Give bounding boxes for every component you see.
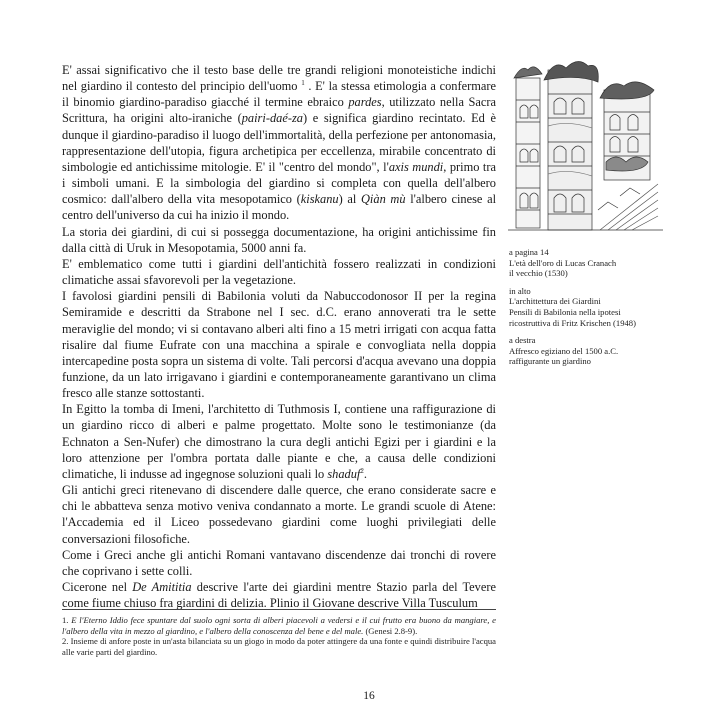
caption-cranach: a pagina 14 L'età dell'oro di Lucas Cranach il vecchio (1530)	[509, 247, 617, 279]
term-kiskanu: kiskanu	[300, 192, 339, 207]
paragraph-romans: Come i Greci anche gli antichi Romani vantavano discendenze dai tronchi di rovere che coprivano i sette colli.	[62, 547, 496, 578]
figure-captions	[509, 247, 669, 374]
main-text-column	[62, 62, 496, 611]
term-pardes: pardes	[348, 95, 382, 110]
footnote-divider	[62, 609, 496, 610]
term-axis-mundi: axis mundi	[388, 159, 444, 174]
term-pairi-daeza: pairi-daé-za	[241, 111, 303, 126]
title-de-amititia: De Amititia	[132, 580, 192, 594]
paragraph-uruk: La storia dei giardini, di cui si possegga documentazione, ha origini antichissime fin dalla città di Uruk in Mesopotamia, 5000 anni fa.	[62, 224, 496, 255]
caption-egyptian-fresco: a destra Affresco egiziano del 1500 a.C. raffigurante un giardino	[509, 335, 619, 367]
term-qian-mu: Qiàn mù	[360, 192, 406, 207]
paragraph-climate: E' emblematico come tutti i giardini dell'antichità fossero realizzati in condizioni climatiche assai sfavorevoli per la vegetazione.	[62, 256, 496, 288]
footnote-1: 1. E l'Eterno Iddio fece spuntare dal suolo ogni sorta di alberi piacevoli a vedersi e il cui frutto era buono da mangiare, e l'albero della vita in mezzo al giardino, e l'albero della conoscenza del bene e del male. (Genesi 2.8-9).	[62, 615, 496, 636]
caption-babylon-gardens: in alto L'archittettura dei Giardini Pensili di Babilonia nella ipotesi ricostruttiva di Fritz Krischen (1948)	[509, 285, 636, 328]
footnote-2: 2. Insieme di anfore poste in un'asta bilanciata su un giogo in modo da poter attingere da una fonte e quindi distribuire l'acqua alle varie parti del giardino.	[62, 636, 496, 658]
footnote-ref-1: 1	[301, 79, 305, 88]
footnote-ref-2: 2	[360, 466, 364, 475]
paragraph-babylon: I favolosi giardini pensili di Babilonia voluti da Nabuccodonosor II per la regina Semiramide e descritti da Strabone nel I sec. d.C. erano annoverati tra le sette meraviglie del mondo; vi si contavano alberi alti fino a 15 metri irrigati con acqua fatta risalire dal fiume Eufrate con una macchina a spirale e convogliata nella doppia intercapedine posta sopra un sistema di volte. Tali percorsi d'acqua avevano una doppia funzione, da un lato irrigavano i giardini e contemporaneamente garantivano un clima fresco alle stanze sottostanti.	[62, 289, 496, 401]
paragraph-cicero: Cicerone nel De Amititia descrive l'arte dei giardini mentre Stazio parla del Tevere come fiume chiuso fra giardini di delizia. Plinio il Giovane descrive Villa Tusculum	[62, 580, 497, 611]
paragraph-egypt: In Egitto la tomba di Imeni, l'architetto di Tuthmosis I, contiene una raffigurazione di un giardino ricco di alberi e palme progettato. Molte sono le testimonianze (da Echnaton a Sen-Nufer) che dimostrano la cura degli antichi Egizi per i giardini e la loro attenzione per l'ombra portata dalle piante e che, a causa delle condizioni climatiche, li indusse ad ingegnose soluzioni quali lo shaduf$^2$.	[62, 402, 496, 481]
paragraph-origins: E' assai significativo che il testo base delle tre grandi religioni monoteistiche indichi nel giardino il contesto del principio dell'uomo $^1$ . E' la stessa etimologia a confermare il binomio giardino-paradiso giacché il termine ebraico pardes, utilizzato nella Sacra Scrittura, ha origini alto-iraniche (pairi-daé-za) e significa giardino recintato. Ed è dunque il giardino-paradiso il luogo dell'immortalità, della perfezione per antonomasia, rappresentazione dell'utopia, figura archetipica per eccellenza, mirabile concentrato di simbologie ed antichissime mitologie. E' il "centro del mondo", l'axis mundi, primo tra i simboli umani. E la simbologia del giardino si completa con quella dell'albero cosmico: dall'albero della vita mesopotamico (kiskanu) al Qiàn mù l'albero cinese al centro dell'universo da cui ha inizio il mondo.	[62, 63, 497, 223]
babylon-gardens-illustration	[508, 60, 663, 240]
page-number: 16	[363, 690, 375, 702]
paragraph-greeks: Gli antichi greci ritenevano di discendere dalle querce, che erano considerate sacre e chi le abbatteva senza motivo veniva condannato a morte. Le grandi scuole di Atene: l'Accademia ed il Liceo possedevano giardini come luoghi privilegiati delle conversazioni filosofiche.	[62, 483, 496, 546]
footnotes	[62, 615, 496, 658]
term-shaduf: shaduf	[327, 466, 361, 481]
